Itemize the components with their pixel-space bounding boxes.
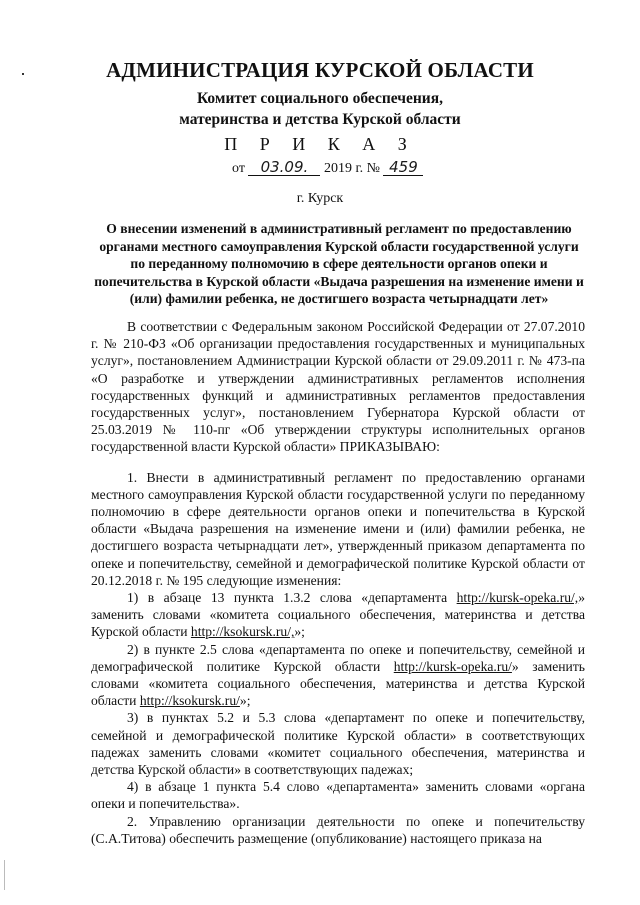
handwritten-number: 459 xyxy=(383,160,423,176)
document-type: П Р И К А З xyxy=(224,134,416,154)
date-number-line xyxy=(232,160,423,177)
item-1-paragraph: 1. Внести в административный регламент по предоставлению органами местного самоуправления Курской области государственной услуги по переданному полномочию в сфере деятельности органов опеки и попечительства в Курской области «Выдача разрешения на изменение имени и (или) фамилии ребенка, не достигшего возраста четырнадцати лет», утвержденный приказом департамента по опеке и попечительству, семейной и демографической политике Курской области от 20.12.2018 г. № 195 следующие изменения: xyxy=(91,469,585,588)
ksokursk-link[interactable]: http://ksokursk.ru/, xyxy=(190,624,295,640)
committee-line-1: Комитет социального обеспечения, xyxy=(196,90,444,107)
subitem-2-text-c: »; xyxy=(239,693,251,709)
handwritten-date: 03.09. xyxy=(248,160,320,176)
subitem-3-paragraph: 3) в пунктах 5.2 и 5.3 слова «департамент по опеке и попечительству, семейной и демографической политике Курской области» в соответствующих падежах заменить словами «комитет социального обеспечения, материнства и детства Курской области» в соответствующих падежах; xyxy=(91,710,585,778)
subitem-1-text-b: » заменить словами «комитета социального обеспечения, материнства и детства Курской области xyxy=(91,590,585,640)
year-and-number-label: 2019 г. № xyxy=(323,161,380,176)
date-prefix: от xyxy=(232,161,245,176)
subitem-4-paragraph: 4) в абзаце 1 пункта 5.4 слово «департамента» заменить словами «органа опеки и попечительства». xyxy=(91,779,585,812)
ksokursk-link[interactable]: http://ksokursk.ru/ xyxy=(139,693,240,709)
subitem-1-text-a: 1) в абзаце 13 пункта 1.3.2 слова «департамента xyxy=(127,590,457,606)
item-2-paragraph: 2. Управлению организации деятельности по опеке и попечительству (С.А.Титова) обеспечить размещение (опубликование) настоящего приказа на xyxy=(91,813,585,846)
order-title: О внесении изменений в административный регламент по предоставлению органами местного самоуправления Курской области государственной услуги по переданному полномочию в сфере деятельности органов опеки и попечительства в Курской области «Выдача разрешения на изменение имени и (или) фамилии ребенка, не достигшего возраста четырнадцати лет» xyxy=(94,221,584,306)
subitem-1-paragraph xyxy=(91,589,585,641)
subitem-1-text-c: »; xyxy=(294,624,305,640)
subitem-2-paragraph xyxy=(91,641,585,710)
subitem-2-text-a: 2) в пункте 2.5 слова «департамента по опеке и попечительству, семейной и демографической политике Курской области xyxy=(91,641,585,674)
kursk-opeka-link[interactable]: http://kursk-opeka.ru/ xyxy=(393,658,512,674)
order-body xyxy=(91,318,585,847)
committee-line-2: материнства и детства Курской области xyxy=(179,111,461,128)
organization-name: АДМИНИСТРАЦИЯ КУРСКОЙ ОБЛАСТИ xyxy=(106,58,534,82)
city: г. Курск xyxy=(296,191,344,206)
scan-edge xyxy=(4,860,5,890)
kursk-opeka-link[interactable]: http://kursk-opeka.ru/, xyxy=(456,590,579,606)
committee-name xyxy=(0,88,640,130)
subitem-2-text-b: » заменить словами «комитета социального обеспечения, материнства и детства Курской области xyxy=(91,658,585,709)
preamble-paragraph: В соответствии с Федеральным законом Российской Федерации от 27.07.2010 г. № 210-ФЗ «Об организации предоставления государственных и муниципальных услуг», постановлением Администрации Курской области от 29.09.2011 г. № 473-па «О разработке и утверждении административных регламентов исполнения государственных функций и административных регламентов предоставления государственных услуг», постановлением Губернатора Курской области от 25.03.2019 № 110-пг «Об утверждении структуры исполнительных органов государственной власти Курской области» ПРИКАЗЫВАЮ: xyxy=(91,319,585,455)
